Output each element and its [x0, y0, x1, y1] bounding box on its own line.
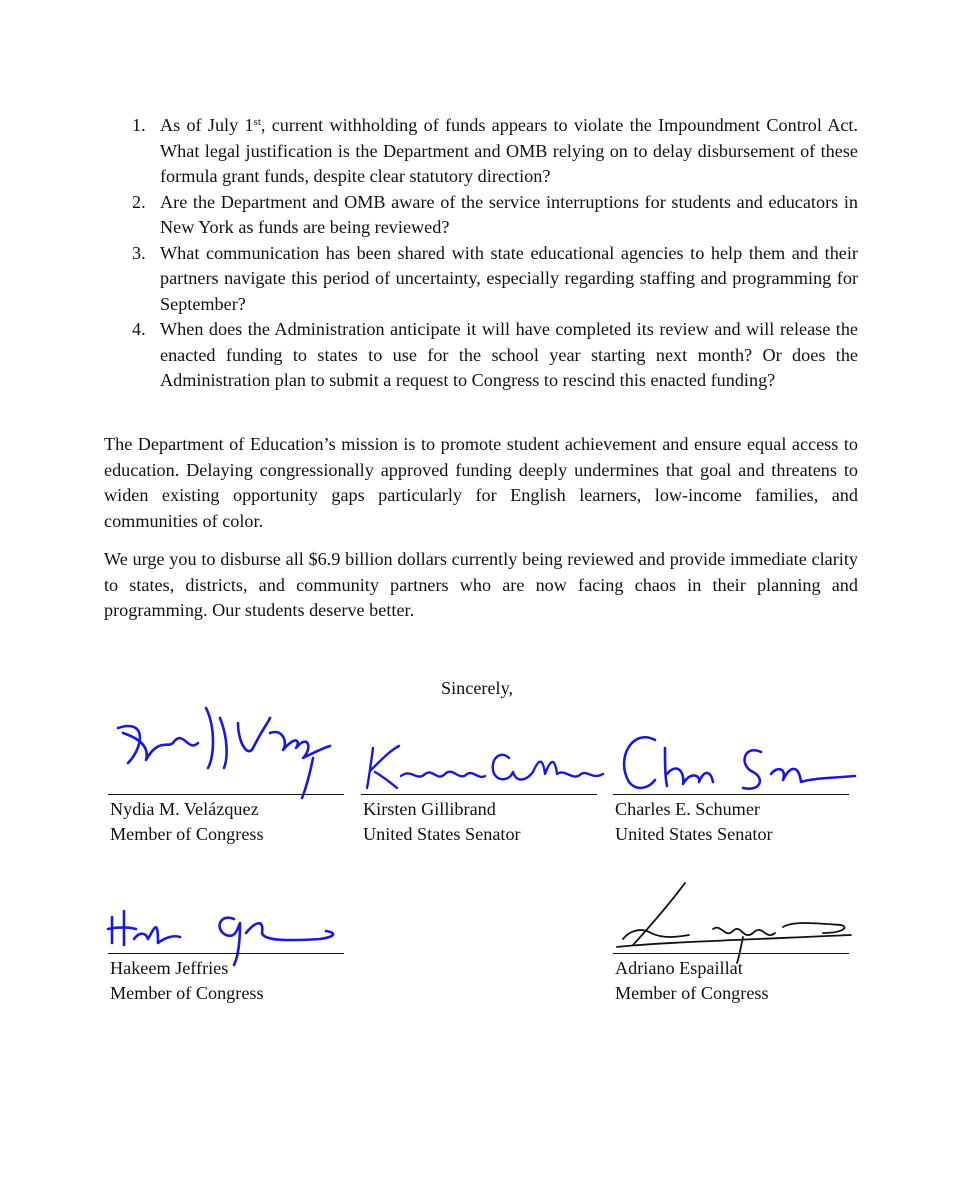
signature-line	[613, 953, 849, 954]
signature-block-espaillat	[613, 877, 849, 1003]
question-list	[104, 113, 858, 394]
question-item	[104, 190, 858, 241]
question-number: 2.	[132, 191, 146, 212]
signature-line	[108, 953, 344, 954]
question-number: 3.	[132, 242, 146, 263]
signatory-title: Member of Congress	[110, 983, 264, 1003]
signature-stroke	[302, 758, 313, 798]
question-text: What communication has been shared with state educational agencies to help them and their partners navigate this period of uncertainty, especially regarding staffing and programming for September?	[160, 242, 858, 314]
question-item	[104, 317, 858, 394]
question-text: When does the Administration anticipate it will have completed its review and will release the enacted funding to states to use for the school year starting next month? Or does the Administration plan to submit a request to Congress to rescind this enacted funding?	[160, 319, 858, 390]
signature-block-gillibrand	[361, 718, 597, 844]
signature-stroke	[220, 918, 334, 965]
signatory-name: Hakeem Jeffries	[110, 958, 229, 978]
urge-paragraph: We urge you to disburse all $6.9 billion dollars currently being reviewed and provide immediate clarity to states, districts, and community partners who are now facing chaos in their planning and programming. Our students deserve better.	[104, 549, 858, 620]
signatory-name: Charles E. Schumer	[615, 799, 760, 819]
question-text: As of July 1st, current withholding of funds appears to violate the Impoundment Control Act. What legal justification is the Department and OMB relying on to delay disbursement of these formula grant funds, despite clear statutory direction?	[160, 115, 858, 186]
signatory-title: Member of Congress	[615, 983, 769, 1003]
signature-block-jeffries	[108, 877, 344, 1003]
signature-line	[613, 794, 849, 795]
signature-block-velazquez	[108, 718, 344, 844]
signature-stroke	[118, 726, 198, 763]
signature-stroke	[665, 748, 713, 786]
signature-stroke	[713, 923, 844, 935]
signature-stroke	[270, 732, 330, 758]
signature-stroke	[743, 750, 855, 788]
question-text: Are the Department and OMB aware of the service interruptions for students and educators in New York as funds are being reviewed?	[160, 191, 858, 237]
signatory-title: United States Senator	[615, 824, 773, 844]
mission-paragraph: The Department of Education’s mission is to promote student achievement and ensure equal access to education. Delaying congressionally approved funding deeply undermines that goal and threatens to widen existing opportunity gaps particularly for English learners, low-income families, and communities of color.	[104, 434, 858, 531]
signature-stroke	[367, 746, 399, 788]
ordinal-suffix: st	[253, 116, 261, 128]
signature-stroke	[108, 911, 180, 945]
signatory-name: Adriano Espaillat	[615, 958, 743, 978]
signature-line	[108, 794, 344, 795]
question-item	[104, 241, 858, 318]
signatory-name: Kirsten Gillibrand	[363, 799, 496, 819]
signature-block-schumer	[613, 718, 849, 844]
signature-line	[361, 794, 597, 795]
closing-salutation: Sincerely,	[441, 678, 514, 698]
signature-title: United States Senator	[363, 824, 521, 844]
signature-stroke	[624, 737, 655, 788]
signature-stroke	[401, 772, 485, 777]
question-item	[104, 113, 858, 190]
signature-stroke	[493, 755, 603, 780]
signature-stroke	[617, 883, 851, 947]
signatory-title: Member of Congress	[110, 824, 264, 844]
signatory-name: Nydia M. Velázquez	[110, 799, 259, 819]
question-number: 4.	[132, 319, 146, 339]
question-number: 1.	[132, 115, 146, 135]
signature-stroke	[206, 708, 270, 768]
